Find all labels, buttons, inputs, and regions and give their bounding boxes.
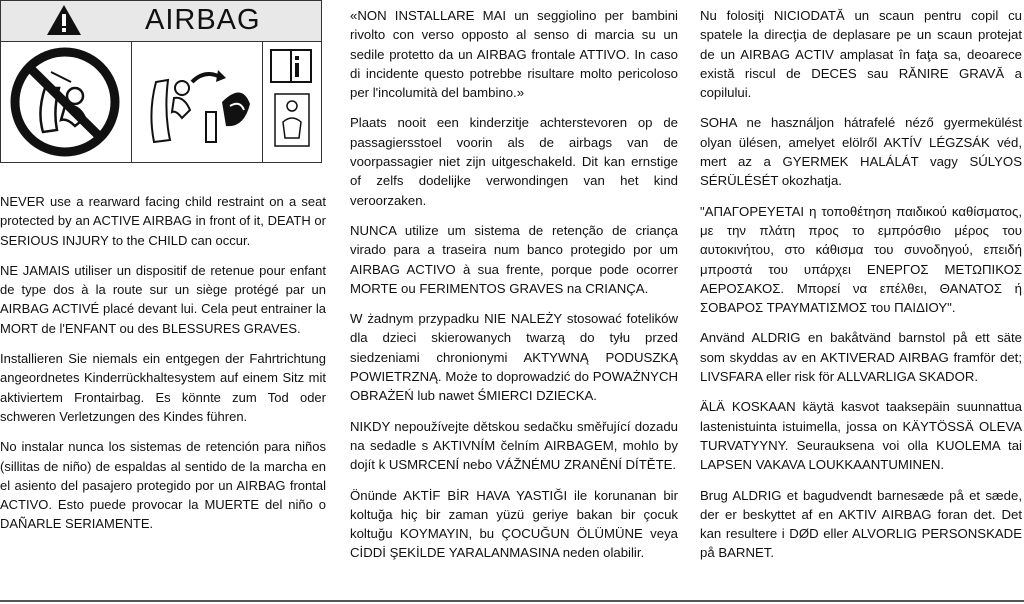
warning-paragraph-cs: NIKDY nepoužívejte dětskou sedačku směřující dozadu na sedadle s AKTIVNÍM čelním AIRBAGEM, mohlo by dojít k USMRCENÍ nebo VÁŽNÉMU ZRANĚNÍ DÍTĚTE. — [350, 418, 678, 473]
airbag-deploy-icon — [132, 42, 263, 163]
text-column-1 — [0, 192, 326, 534]
warning-paragraph-de: Installieren Sie niemals ein entgegen der Fahrtrichtung angeordnetes Kinderrückhaltesystem auf einem Sitz mit aktiviertem Frontairbag. Es könnte zum Tod oder schweren Verletzungen des Kindes führen. — [0, 351, 326, 424]
warning-paragraph-pl: W żadnym przypadku NIE NALEŻY stosować fotelików dla dzieci skierowanych twarzą do tyłu przed siedzeniami chronionymi AKTYWNĄ PODUSZKĄ POWIETRZNĄ. Może to doprowadzić do POWAŻNYCH OBRAŻEŃ lub nawet ŚMIERCI DZIECKA. — [350, 311, 678, 404]
bottom-rule — [0, 600, 1024, 602]
manual-read-icon — [263, 42, 321, 163]
warning-paragraph-sv: Använd ALDRIG en bakåtvänd barnstol på ett säte som skyddas av en AKTIVERAD AIRBAG framför det; LIVSFARA eller risk för ALLVARLIGA SKADOR. — [700, 330, 1022, 385]
warning-paragraph-da: Brug ALDRIG et bagudvendt barnesæde på et sæde, der er beskyttet af en AKTIV AIRBAG foran det. Det kan resultere i DØD eller ALVORLIG PERSONSKADE på BARNET. — [700, 487, 1022, 561]
warning-paragraph-tr: Önünde AKTİF BİR HAVA YASTIĞI ile korunanan bir koltuğa hiç bir zaman yüzü geriye bakan bir çocuk koltuğu KOYMAYIN, bu ÇOCUĞUN ÖLÜMÜNE veya CİDDİ ŞEKİLDE YARALANMASINA neden olabilir. — [350, 487, 678, 561]
warning-title: AIRBAG — [145, 4, 261, 36]
warning-paragraph-es: No instalar nunca los sistemas de retención para niños (sillitas de niño) de espaldas al sentido de la marcha en el asiento del pasajero protegido por un AIRBAG frontal ACTIVO. Esto puede provocar la MUERTE del niño o DAÑARLE SERIAMENTE. — [0, 439, 326, 532]
warning-paragraph-hu: SOHA ne használjon hátrafelé néző gyermekülést olyan ülésen, amelyet elölről AKTÍV LÉGZSÁK véd, mert az a GYERMEK HALÁLÁT vagy SÚLYOS SÉRÜLÉSÉT okozhatja. — [700, 115, 1022, 189]
text-column-2 — [350, 6, 678, 563]
warning-paragraph-nl: Plaats nooit een kinderzitje achterstevoren op de passagiersstoel voorin als de airbags van de voorpassagier niet zijn uitgeschakeld. Dit kan ernstige of zelfs dodelijke verwondingen van het kind veroorzaken. — [350, 115, 678, 208]
text-column-3 — [700, 6, 1022, 563]
warning-paragraph-en: NEVER use a rearward facing child restraint on a seat protected by an ACTIVE AIRBAG in front of it, DEATH or SERIOUS INJURY to the CHILD can occur. — [0, 194, 326, 248]
warning-paragraph-fi: ÄLÄ KOSKAAN käytä kasvot taaksepäin suunnattua lastenistuinta istuimella, jossa on KÄYTÖSSÄ OLEVA TURVATYYNY. Seurauksena voi olla KUOLEMA tai LAPSEN VAKAVA LOUKKAANTUMINEN. — [700, 399, 1022, 473]
warning-paragraph-fr: NE JAMAIS utiliser un dispositif de retenue pour enfant de type dos à la route sur un siège protégé par un AIRBAG ACTIVÉ placé devant lui. Cela peut entrainer la MORT de l'ENFANT ou des BLESSURES GRAVES. — [0, 262, 326, 336]
warning-paragraph-el: "ΑΠΑΓΟΡΕΥΕΤΑΙ η τοποθέτηση παιδικού καθίσματος, με την πλάτη προς το εμπρόσθιο μέρος του αυτοκινήτου, στο κάθισμα του συνοδηγού, επειδή μπροστά του υπάρχει ΕΝΕΡΓΟΣ ΜΕΤΩΠΙΚΟΣ ΑΕΡΟΣΑΚΟΣ. Μπορεί να επέλθει, ΘΑΝΑΤΟΣ ή ΣΟΒΑΡΟΣ ΤΡΑΥΜΑΤΙΣΜΟΣ του ΠΑΙΔΙΟΥ". — [700, 203, 1022, 316]
no-rear-facing-seat-icon — [1, 42, 132, 163]
warning-triangle-icon — [45, 3, 83, 37]
warning-paragraph-it: «NON INSTALLARE MAI un seggiolino per bambini rivolto con verso opposto al senso di marcia su un sedile protetto da un AIRBAG frontale ATTIVO. In caso di incidente questo potrebbe risultare molto pericoloso per l'incolumità del bambino.» — [350, 8, 678, 101]
airbag-warning-label — [0, 0, 322, 163]
warning-paragraph-pt: NUNCA utilize um sistema de retenção de criança virado para a traseira num banco protegido por um AIRBAG ACTIVO à sua frente, porque pode ocorrer MORTE ou FERIMENTOS GRAVES na CRIANÇA. — [350, 222, 678, 296]
warning-paragraph-ro: Nu folosiţi NICIODATĂ un scaun pentru copil cu spatele la direcţia de deplasare pe un scaun protejat de un AIRBAG ACTIV amplasat în faţa sa, deoarece există riscul de DECES sau RĂNIRE GRAVĂ a copilului. — [700, 8, 1022, 101]
warning-header — [1, 1, 321, 42]
